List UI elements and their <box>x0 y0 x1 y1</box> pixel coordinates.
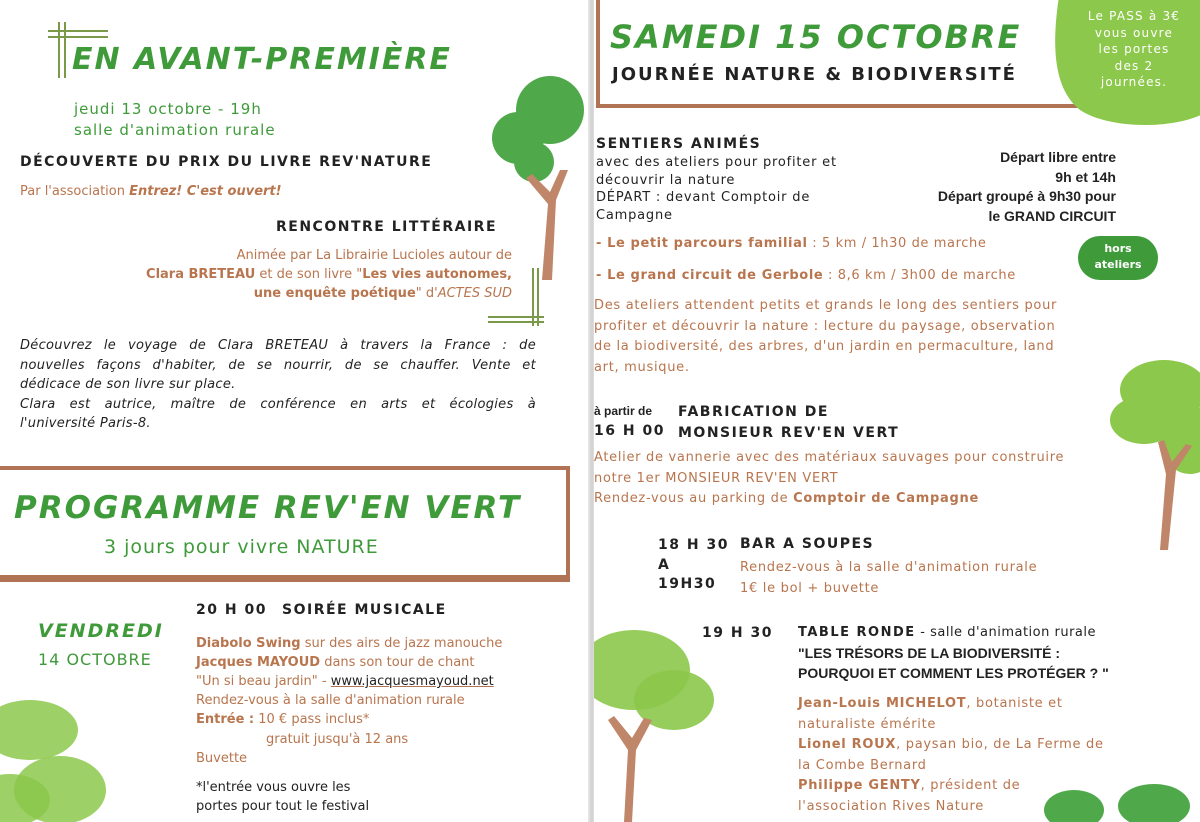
sentiers-line: découvrir la nature <box>596 172 736 188</box>
speaker-role: la Combe Bernard <box>798 757 927 773</box>
soiree-time: 20 H 00 <box>196 602 267 618</box>
asso-line <box>20 182 282 202</box>
tree-illustration <box>1104 350 1200 550</box>
pass-line: Le PASS à 3€ <box>1087 9 1181 23</box>
hors-ateliers-badge <box>1078 236 1158 280</box>
speaker-name: Jean-Louis MICHELOT <box>798 696 967 711</box>
vannerie-line: notre 1er MONSIEUR REV'EN VERT <box>594 470 839 486</box>
bar-time <box>658 536 729 595</box>
vannerie-place: Comptoir de Campagne <box>793 491 979 507</box>
description-block <box>20 336 536 434</box>
frame-line <box>48 30 108 32</box>
question-line: POURQUOI ET COMMENT LES PROTÉGER ? " <box>798 665 1109 681</box>
singer-name: Jacques MAYOUD <box>196 655 321 670</box>
pass-line: des 2 <box>1114 58 1154 73</box>
speaker-role: naturaliste émérite <box>798 716 937 732</box>
ateliers-line: art, musique. <box>594 359 690 375</box>
question-line: "LES TRÉSORS DE LA BIODIVERSITÉ : <box>798 645 1061 661</box>
apartir-label: à partir de <box>594 404 653 418</box>
speaker-2 <box>798 735 1104 756</box>
badge-line: ateliers <box>1094 258 1142 271</box>
speaker-role: , président de <box>920 778 1021 794</box>
circuit-name: - Le grand circuit de Gerbole <box>596 268 824 283</box>
table-time: 19 H 30 <box>702 625 773 641</box>
asso-name: Entrez! C'est ouvert! <box>129 184 282 199</box>
bar-time-line: 18 H 30 <box>658 537 729 553</box>
ateliers-line: Des ateliers attendent petits et grands le long des sentiers pour <box>594 298 1058 313</box>
speaker-role: , paysan bio, de La Ferme de <box>896 737 1104 753</box>
grand-circuit <box>596 266 1016 286</box>
band-desc: sur des airs de jazz manouche <box>300 636 503 651</box>
sentiers-line: avec des ateliers pour profiter et <box>596 155 837 170</box>
speaker-role: , botaniste et <box>966 696 1063 711</box>
pass-line: vous ouvre <box>1094 25 1174 40</box>
entree-line <box>196 710 369 730</box>
author-name: Clara BRETEAU <box>146 267 256 282</box>
book-title-1: Les vies autonomes, <box>362 267 512 282</box>
rencontre-line-2 <box>90 265 512 285</box>
bar-desc <box>740 557 1037 599</box>
soiree-title: SOIRÉE MUSICALE <box>282 602 447 618</box>
parcours-detail: : 5 km / 1h30 de marche <box>807 236 987 251</box>
rencontre-line-3 <box>90 284 512 304</box>
speaker-name: Lionel ROUX <box>798 737 897 753</box>
parcours-name: - Le petit parcours familial <box>596 236 808 251</box>
badge-line: hors <box>1104 242 1132 255</box>
note-line-1: *l'entrée vous ouvre les <box>196 780 351 795</box>
sentiers-line: Campagne <box>596 207 673 223</box>
avant-date: jeudi 13 octobre - 19h <box>74 100 262 118</box>
avant-place: salle d'animation rurale <box>74 121 276 139</box>
bar-title: BAR A SOUPES <box>740 536 875 552</box>
frame-line <box>48 36 108 38</box>
samedi-title: SAMEDI 15 OCTOBRE <box>610 18 1022 56</box>
vannerie-line: Atelier de vannerie avec des matériaux sauvages pour construire <box>594 450 1065 465</box>
depart-info <box>904 148 1116 226</box>
table-title-line <box>798 625 1096 640</box>
leaves-illustration <box>1034 770 1200 822</box>
depart-line: le GRAND CIRCUIT <box>988 207 1116 224</box>
website-link[interactable]: www.jacquesmayoud.net <box>330 674 494 689</box>
ateliers-line: de la biodiversité, des arbres, d'un jardin en permaculture, land <box>594 339 1055 355</box>
apartir-time: 16 H 00 <box>594 423 665 439</box>
desc-line: Découvrez le voyage de Clara BRETEAU à travers la France : de <box>20 338 536 353</box>
decouverte-title: DÉCOUVERTE DU PRIX DU LIVRE REV'NATURE <box>20 154 433 170</box>
table-question <box>798 643 1109 683</box>
pass-badge <box>1072 8 1196 91</box>
petit-parcours <box>596 234 986 254</box>
programme-title: PROGRAMME REV'EN VERT <box>14 490 522 526</box>
desc-line: nouvelles façons d'habiter, de se nourrir, de se chauffer. Vente et <box>20 357 536 373</box>
sentiers-title: SENTIERS ANIMÉS <box>596 136 762 152</box>
circuit-detail: : 8,6 km / 3h00 de marche <box>823 268 1016 283</box>
band-name: Diabolo Swing <box>196 636 301 651</box>
depart-line: Départ libre entre <box>1000 149 1116 165</box>
foliage-illustration <box>0 690 120 822</box>
fabrication-line-2: MONSIEUR REV'EN VERT <box>678 425 900 441</box>
rencontre-title: RENCONTRE LITTÉRAIRE <box>276 219 498 235</box>
vannerie-desc <box>594 448 1064 510</box>
asso-prefix: Par l'association <box>20 184 130 199</box>
rdv-salle: Rendez-vous à la salle d'animation rurale <box>196 693 465 708</box>
depart-line: Départ groupé à 9h30 pour <box>937 188 1116 204</box>
singer-desc: dans son tour de chant <box>320 655 475 670</box>
samedi-subtitle: JOURNÉE NATURE & BIODIVERSITÉ <box>612 64 1017 85</box>
table-place: - salle d'animation rurale <box>915 625 1097 640</box>
note-line-2: portes pour tout le festival <box>196 799 370 814</box>
desc-line: Clara est autrice, maître de conférence en arts et écologies à <box>20 396 536 412</box>
vannerie-prefix: Rendez-vous au parking de <box>594 491 794 507</box>
speaker-1 <box>798 694 1104 715</box>
tree-illustration <box>594 620 714 822</box>
jardin-line <box>196 672 494 692</box>
programme-subtitle: 3 jours pour vivre NATURE <box>104 536 379 558</box>
ateliers-line: profiter et découvrir la nature : lecture du paysage, observation <box>594 318 1056 334</box>
table-title: TABLE RONDE <box>798 625 916 640</box>
entree-label: Entrée : <box>196 712 255 727</box>
vendredi-date: 14 OCTOBRE <box>38 650 152 669</box>
bar-line: Rendez-vous à la salle d'animation rurale <box>740 560 1038 575</box>
jacques-line <box>196 653 475 673</box>
fabrication-line-1: FABRICATION DE <box>678 404 829 420</box>
pass-line: journées. <box>1100 75 1168 89</box>
pass-line: les portes <box>1098 42 1170 56</box>
ateliers-desc <box>594 296 1057 378</box>
speaker-role: l'association Rives Nature <box>798 798 984 814</box>
frame-line <box>488 321 544 323</box>
speaker-name: Philippe GENTY <box>798 778 921 794</box>
divider <box>0 575 566 578</box>
desc-line: dédicace de son livre sur place. <box>20 377 236 393</box>
bar-line: 1€ le bol + buvette <box>740 581 880 596</box>
rencontre-mid-2: " d' <box>415 286 438 301</box>
vannerie-line <box>594 489 1064 510</box>
bar-time-line: A <box>658 556 671 573</box>
sentiers-desc <box>596 154 837 224</box>
desc-line: l'université Paris-8. <box>20 416 151 432</box>
depart-line: 9h et 14h <box>1055 168 1116 185</box>
entree-free: gratuit jusqu'à 12 ans <box>266 732 409 747</box>
book-title-2: une enquête poétique <box>253 286 416 301</box>
left-page <box>0 0 590 822</box>
publisher: ACTES SUD <box>437 286 512 301</box>
right-page <box>594 0 1200 822</box>
rencontre-line-1: Animée par La Librairie Lucioles autour de <box>236 248 512 263</box>
diabolo-line <box>196 634 502 654</box>
vendredi-label: VENDREDI <box>38 620 164 642</box>
frame-line <box>488 316 544 318</box>
rencontre-mid: et de son livre " <box>255 267 363 282</box>
avant-premiere-title: EN AVANT-PREMIÈRE <box>72 42 452 77</box>
buvette: Buvette <box>196 751 248 766</box>
entree-price: 10 € pass inclus* <box>254 712 370 727</box>
jardin-text: "Un si beau jardin" - <box>196 674 331 689</box>
tree-illustration <box>490 70 590 280</box>
bar-time-line: 19H30 <box>658 576 717 592</box>
sentiers-line: DÉPART : devant Comptoir de <box>596 190 811 205</box>
